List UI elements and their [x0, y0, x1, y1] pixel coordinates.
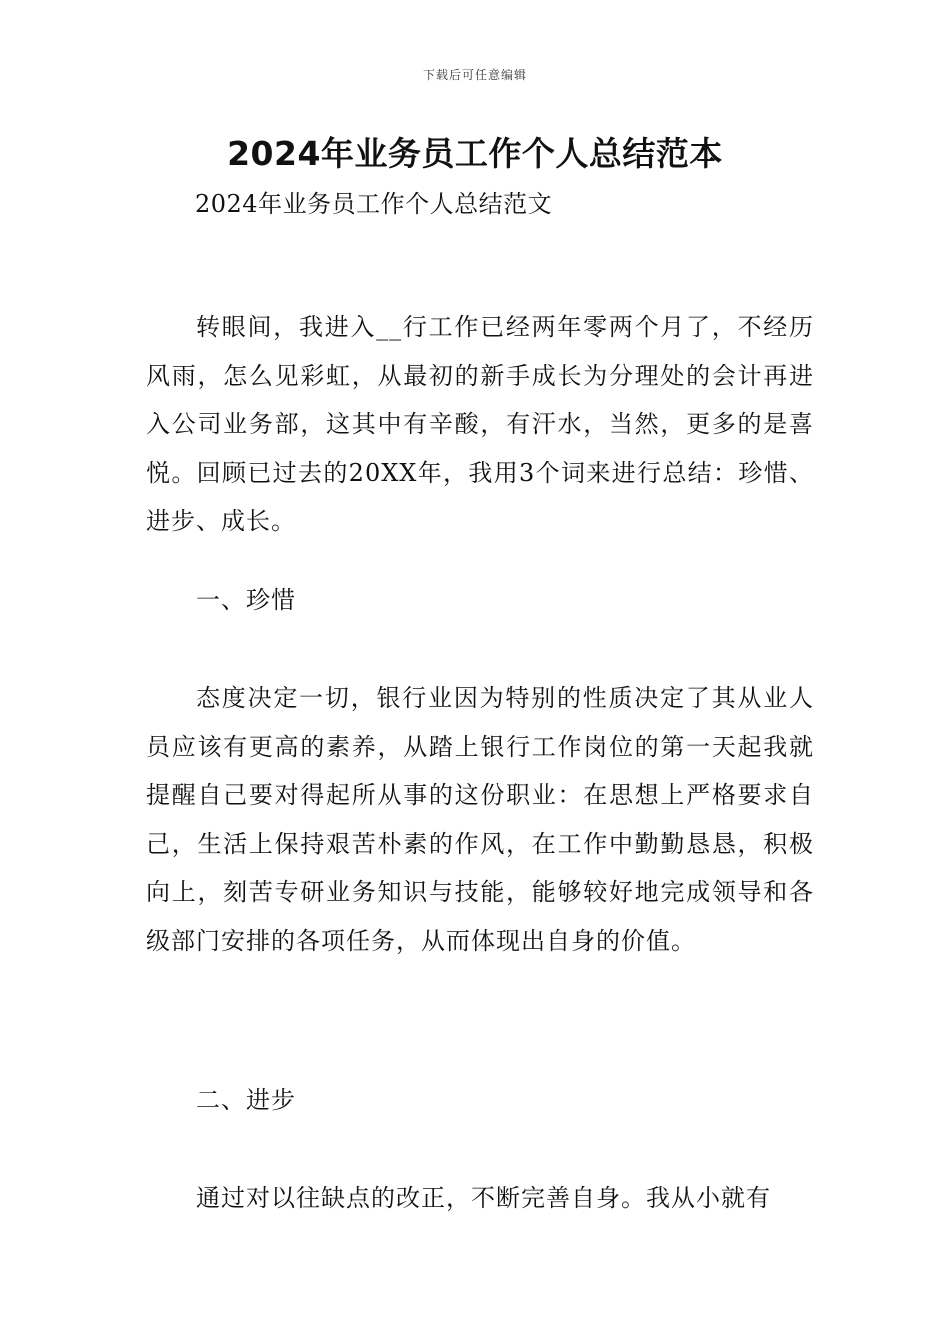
section-heading-cherish: 一、珍惜: [196, 586, 296, 614]
progress-paragraph: 通过对以往缺点的改正，不断完善自身。我从小就有: [196, 1184, 771, 1212]
document-title: 2024年业务员工作个人总结范本: [227, 134, 723, 173]
document-subtitle: 2024年业务员工作个人总结范文: [195, 190, 553, 218]
section-heading-progress: 二、进步: [196, 1086, 296, 1114]
header-note: 下载后可任意编辑: [422, 68, 527, 82]
cherish-paragraph: 态度决定一切，银行业因为特别的性质决定了其从业人员应该有更高的素养，从踏上银行工作岗位的第一天起我就提醒自己要对得起所从事的这份职业：在思想上严格要求自己，生活上保持艰苦朴素的作风，在工作中勤勤恳恳，积极向上，刻苦专研业务知识与技能，能够较好地完成领导和各级部门安排的各项任务，从而体现出自身的价值。: [146, 684, 814, 955]
intro-paragraph: 转眼间，我进入__行工作已经两年零两个月了，不经历风雨，怎么见彩虹，从最初的新手成长为分理处的会计再进入公司业务部，这其中有辛酸，有汗水，当然，更多的是喜悦。回顾已过去的20XX年，我用3个词来进行总结：珍惜、进步、成长。: [146, 313, 814, 535]
